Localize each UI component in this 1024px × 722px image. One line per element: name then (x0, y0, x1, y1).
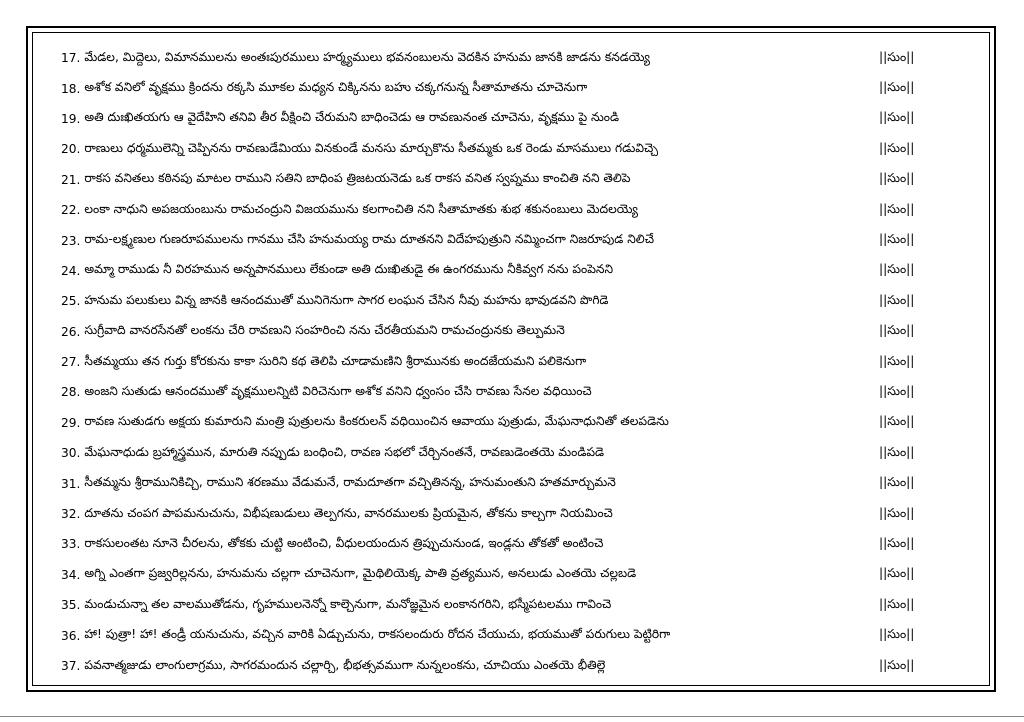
verse-text: మేఘనాధుడు బ్రహ్మాస్త్రమున, మారుతి నప్పుడు బంధించి, రావణ సభలో చేర్చినంతనే, రావణుడెంతయె మండిపడె (84, 444, 605, 459)
verse-number: 19. (61, 111, 81, 126)
verse-number: 29. (61, 415, 81, 430)
verse-text: సుగ్రీవాది వానరసేనతో లంకను చేరి రావణుని సంహరించి నను చేరతీయమని రామచంద్రునకు తెల్పుమనె (84, 323, 565, 338)
verse-refrain: ||సుం|| (879, 171, 915, 186)
verse-refrain: ||సుం|| (879, 505, 915, 520)
page-border (26, 26, 996, 692)
verse-number: 36. (61, 628, 81, 643)
verse-text: సీతమ్మను శ్రీరామునికిచ్చి, రాముని శరణము వేడుమనే, రామదూతగా వచ్చితినన్న, హనుమంతుని హతమార్చుమనె (84, 475, 616, 490)
verse-row (61, 104, 961, 134)
verse-refrain: ||సుం|| (879, 353, 915, 368)
verse-row (61, 408, 961, 438)
verse-number: 22. (61, 203, 81, 218)
verse-number: 21. (61, 172, 81, 187)
verse-refrain: ||సుం|| (879, 323, 915, 338)
verse-row (61, 377, 961, 407)
verse-number: 32. (61, 507, 81, 522)
verse-text: రాకసులంతట నూనె చీరలను, తోకకు చుట్టి అంటించి, వీధులయందున త్రిప్పుచునుండ, ఇండ్లను తోకతో అంటించె (84, 535, 604, 550)
verse-refrain: ||సుం|| (879, 566, 915, 581)
verse-number: 33. (61, 537, 81, 552)
verse-text: హనుమ పలుకులు విన్న జానకి ఆనందముతో మునిగెనుగా సాగర లంఘన చేసిన నీవు మహను భావుడవని పొగిడె (84, 292, 609, 307)
verse-row (61, 499, 961, 529)
verse-text: రాకస వనితలు కఠినపు మాటల రాముని సతిని బాధింప త్రిజటయనెడు ఒక రాకస వనిత స్వప్నము కాంచితి నని తెలిపె (84, 171, 631, 186)
verse-row (61, 165, 961, 195)
verse-number: 23. (61, 233, 81, 248)
verse-number: 34. (61, 567, 81, 582)
verse-row (61, 438, 961, 468)
page-bottom-divider (0, 716, 1024, 717)
verse-refrain: ||సుం|| (879, 232, 915, 247)
verse-text: అశోక వనిలో వృక్షము క్రిందను రక్కసి మూకల మధ్యన చిక్కినను బహు చక్కగనున్న సీతామాతను చూచెనుగా (84, 80, 588, 95)
verse-row (61, 317, 961, 347)
inner-border (32, 32, 990, 686)
verse-text: అతి దుఃఖితయగు ఆ వైదేహిని తనివి తీర వీక్షించి చేరుమని బాధించెడు ఆ రావణునంత చూచెను, వృక్షము పై నుండి (84, 110, 619, 125)
verse-refrain: ||సుం|| (879, 110, 915, 125)
verse-refrain: ||సుం|| (879, 262, 915, 277)
verse-number: 30. (61, 446, 81, 461)
verse-row (61, 651, 961, 681)
verse-row (61, 590, 961, 620)
verse-refrain: ||సుం|| (879, 201, 915, 216)
verse-refrain: ||సుం|| (879, 627, 915, 642)
verse-text: దూతను చంపగ పాపమనుచును, విభీషణుడులు తెల్పగను, వానరములకు ప్రియమైన, తోకను కాల్చగా నియమించె (84, 505, 613, 520)
verse-row (61, 134, 961, 164)
verse-number: 26. (61, 324, 81, 339)
verse-refrain: ||సుం|| (879, 535, 915, 550)
verse-text: మేడల, మిద్దెలు, విమానములను అంతఃపురములు హర్మ్యములు భవనంబులను వెదకిన హనుమ జానకి జాడను కనడయ్యె (84, 49, 650, 64)
verse-text: రాణులు ధర్మములెన్ని చెప్పినను రావణుడేమియు వినకుండే మనసు మార్చుకొను సీతమ్మకు ఒక రెండు మాసములు గడువిచ్చె (84, 140, 659, 155)
verse-text: మండుచున్నా తల వాలముతోడను, గృహములనెన్నో కాల్చెనుగా, మనోజ్ఞమైన లంకానగరిని, భస్మీపటలము గావించె (84, 596, 612, 611)
verse-number: 24. (61, 263, 81, 278)
verse-number: 37. (61, 659, 81, 673)
verse-refrain: ||సుం|| (879, 292, 915, 307)
verse-row (61, 529, 961, 559)
verse-list (61, 43, 961, 681)
verse-refrain: ||సుం|| (879, 383, 915, 398)
verse-row (61, 73, 961, 103)
verse-text: సీతమ్మయు తన గుర్తు కోరకును కాకా సురిని కథ తెలిపి చూడామణిని శ్రీరామునకు అందజేయమని పలికెనుగా (84, 353, 587, 368)
verse-text: రావణ సుతుడగు అక్షయ కుమారుని మంత్రి పుత్రులను కింకరులన్ వధియించిన ఆవాయు పుత్రుడు, మేఘనాధునితో తలపడెను (84, 414, 669, 429)
verse-row (61, 195, 961, 225)
verse-text: హా! పుత్రా! హా! తండ్రీ యనుచును, వచ్చిన వారికి ఏడ్చుచును, రాకసలందురు రోదన చేయుచు, భయముతో పరుగులు పెట్టిరిగా (84, 627, 671, 642)
verse-number: 27. (61, 355, 81, 370)
verse-number: 25. (61, 294, 81, 309)
verse-number: 31. (61, 476, 81, 491)
verse-text: పవనాత్మజుడు లాంగులాగ్రము, సాగరమందున చల్లార్చి, భీభత్సవముగా నున్నలంకను, చూచియు ఎంతయె భీతిల్లె (84, 657, 606, 672)
verse-number: 20. (61, 142, 81, 157)
verse-text: రామ-లక్ష్మణుల గుణరూపములను గానము చేసి హనుమయ్య రామ దూతనని విదేహపుత్రుని నమ్మించగా నిజరూపుడ నిలిచే (84, 232, 654, 247)
verse-row (61, 256, 961, 286)
verse-refrain: ||సుం|| (879, 414, 915, 429)
verse-refrain: ||సుం|| (879, 49, 915, 64)
verse-number: 35. (61, 598, 81, 613)
verse-text: అంజని సుతుడు ఆనందముతో వృక్షములన్నిటి విరిచెనుగా అశోక వనిని ధ్వంసం చేసి రావణు సేనల వధియించె (84, 383, 592, 398)
verse-row (61, 620, 961, 650)
verse-number: 18. (61, 81, 81, 96)
verse-row (61, 468, 961, 498)
verse-row (61, 286, 961, 316)
verse-text: లంకా నాధుని అపజయంబును రామచంద్రుని విజయమును కలగాంచితి నని సీతామాతకు శుభ శకునంబులు మెదలయ్యె (84, 201, 638, 216)
verse-text: అమ్మా రాముడు నీ విరహమున అన్నపానములు లేకుండా అతి దుఃఖితుడై ఈ ఉంగరమును నీకివ్వగ నను పంపెనని (84, 262, 614, 277)
verse-row (61, 43, 961, 73)
verse-number: 17. (61, 51, 81, 66)
verse-row (61, 560, 961, 590)
verse-refrain: ||సుం|| (879, 596, 915, 611)
verse-number: 28. (61, 385, 81, 400)
verse-refrain: ||సుం|| (879, 444, 915, 459)
verse-refrain: ||సుం|| (879, 657, 915, 672)
verse-text: అగ్ని ఎంతగా ప్రజ్వరిల్లనను, హనుమను చల్లగా చూచెనుగా, మైథిలియెక్క పాతి వ్రత్యమున, అనలుడు ఎంతయె చల్లబడె (84, 566, 637, 581)
verse-row (61, 225, 961, 255)
verse-row (61, 347, 961, 377)
verse-refrain: ||సుం|| (879, 475, 915, 490)
verse-refrain: ||సుం|| (879, 80, 915, 95)
verse-refrain: ||సుం|| (879, 140, 915, 155)
